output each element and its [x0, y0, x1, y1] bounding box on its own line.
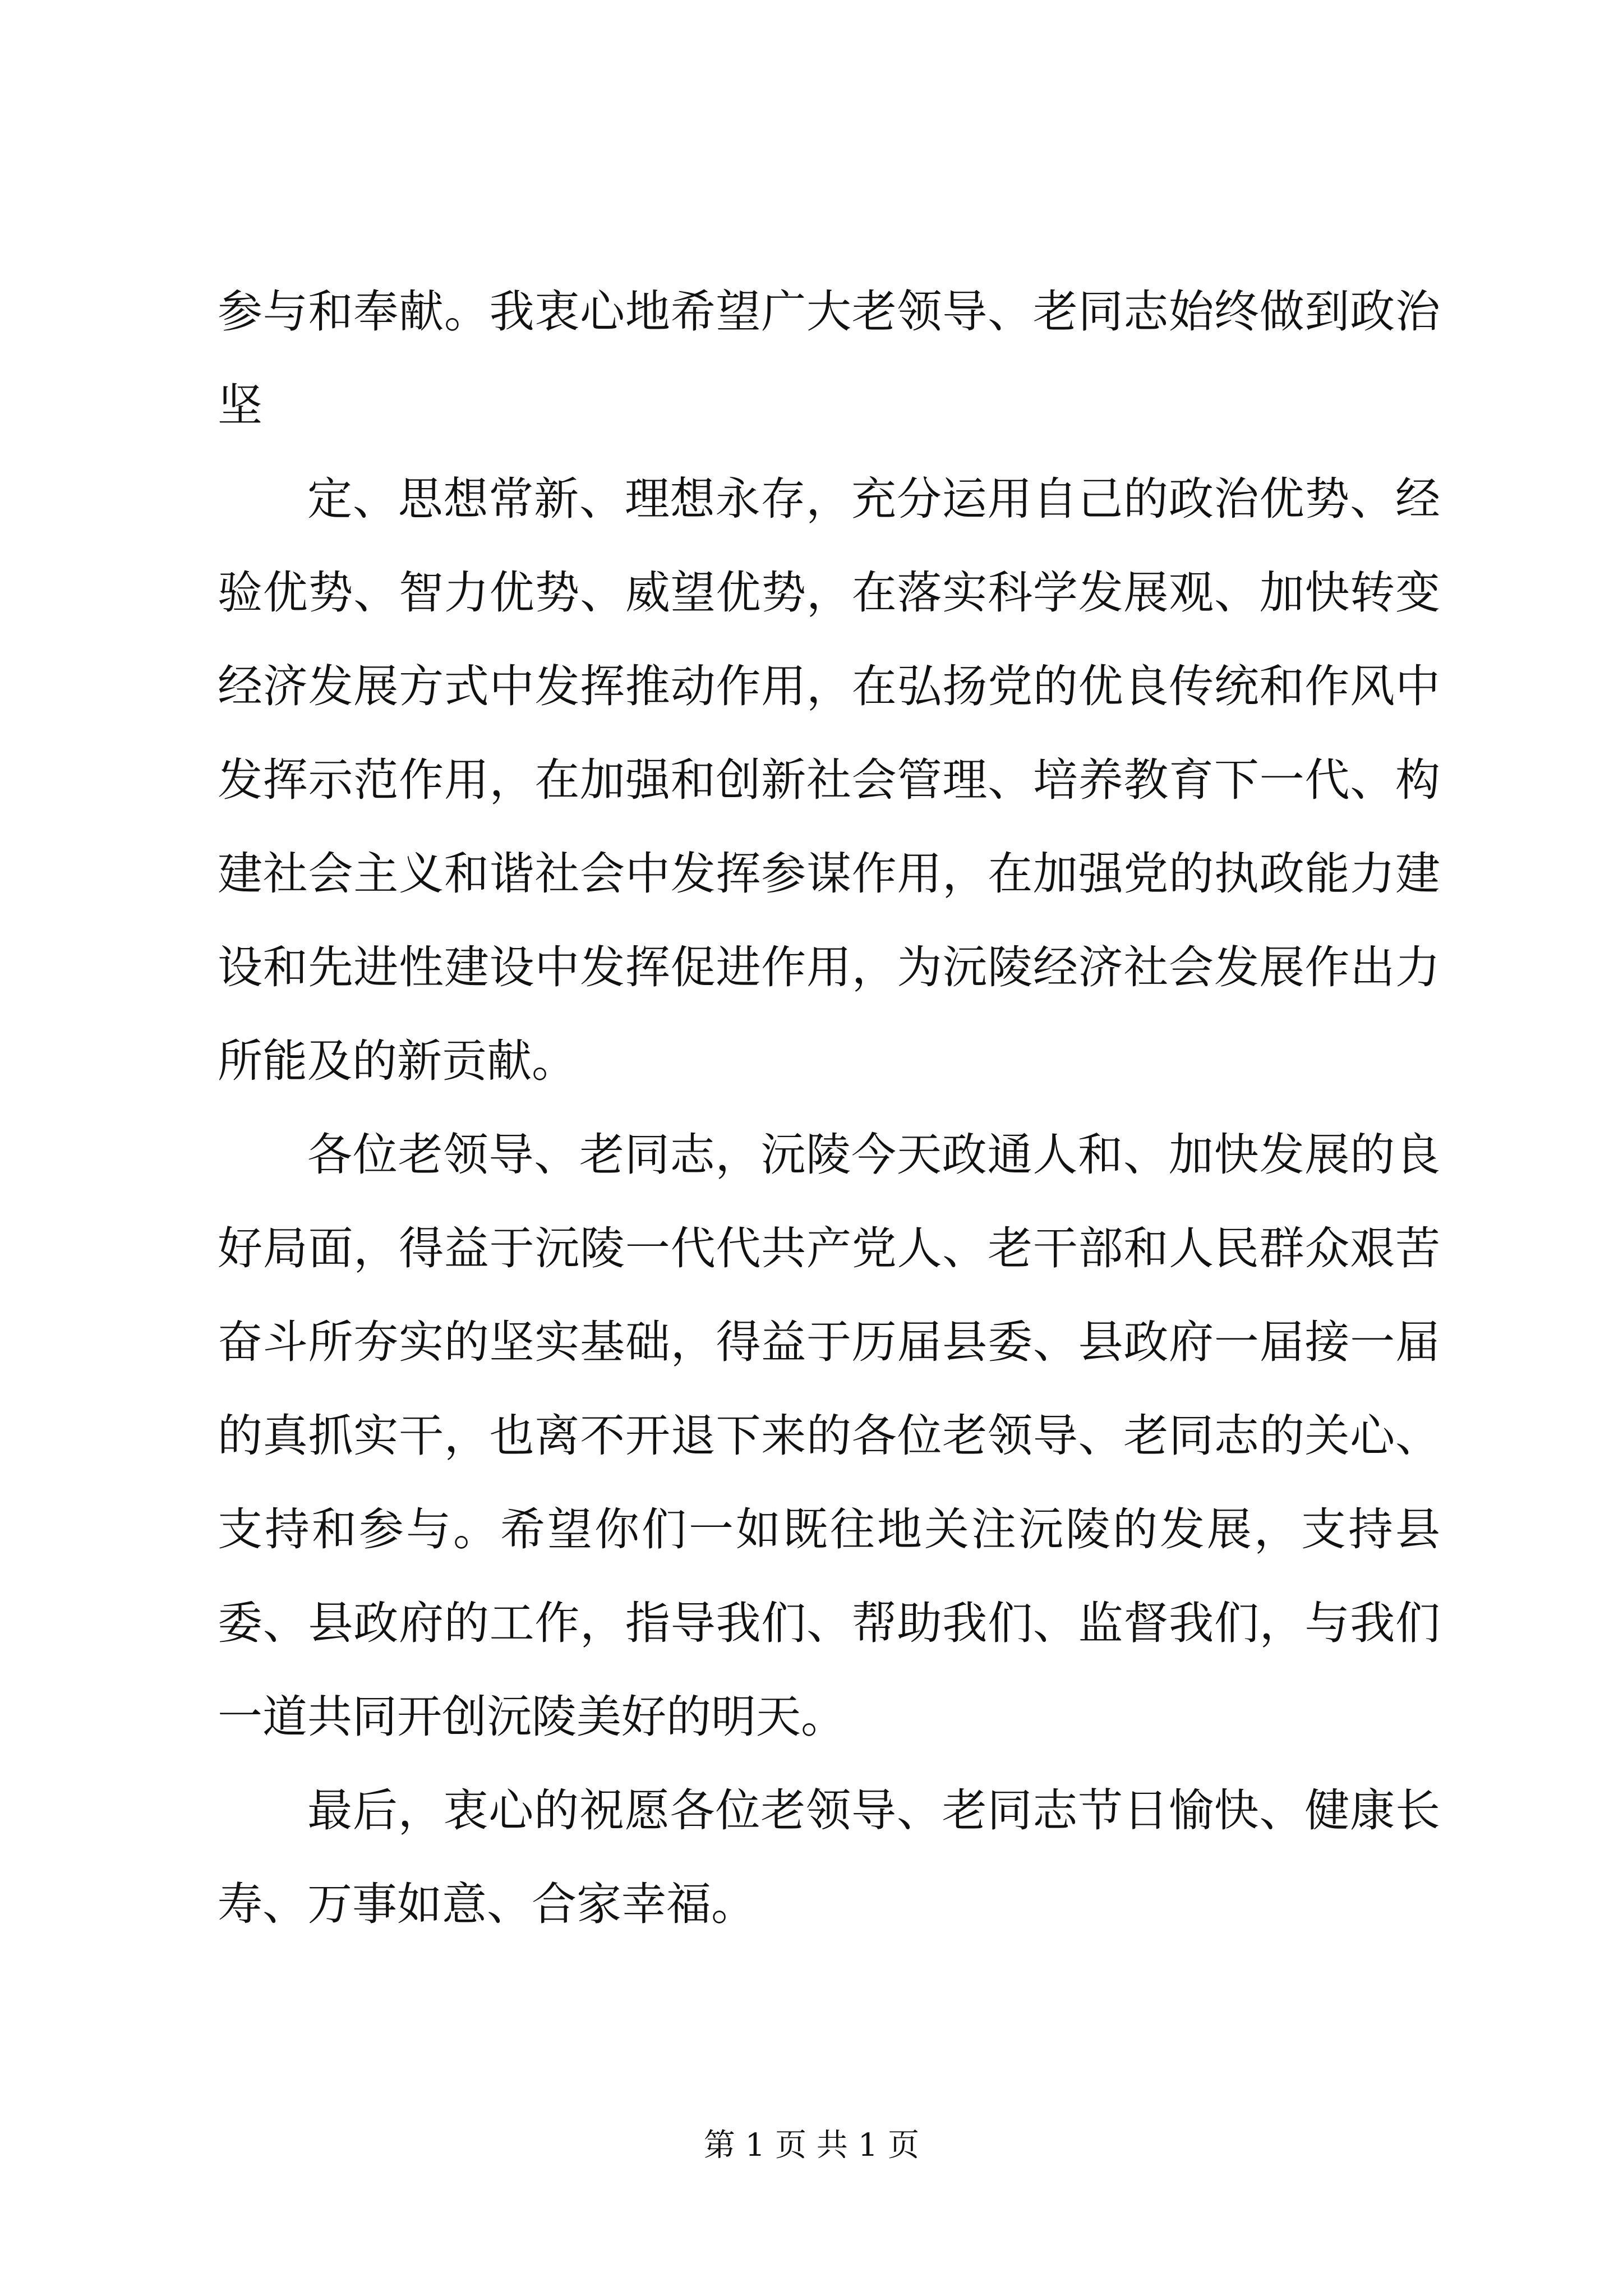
page-number-footer: 第 1 页 共 1 页	[703, 2127, 920, 2164]
document-body	[218, 265, 1440, 1951]
paragraph-3: 各位老领导、老同志，沅陵今天政通人和、加快发展的良好局面，得益于沅陵一代代共产党人、老干部和人民群众艰苦奋斗所夯实的坚实基础，得益于历届县委、县政府一届接一届的真抓实干，也离不开退下来的各位老领导、老同志的关心、支持和参与。希望你们一如既往地关注沅陵的发展，支持县委、县政府的工作，指导我们、帮助我们、监督我们，与我们一道共同开创沅陵美好的明天。	[218, 1129, 1440, 1743]
paragraph-4: 最后，衷心的祝愿各位老领导、老同志节日愉快、健康长寿、万事如意、合家幸福。	[218, 1784, 1440, 1930]
paragraph-1: 参与和奉献。我衷心地希望广大老领导、老同志始终做到政治坚	[218, 286, 1440, 431]
paragraph-2: 定、思想常新、理想永存，充分运用自己的政治优势、经验优势、智力优势、威望优势，在落实科学发展观、加快转变经济发展方式中发挥推动作用，在弘扬党的优良传统和作风中发挥示范作用，在加强和创新社会管理、培养教育下一代、构建社会主义和谐社会中发挥参谋作用，在加强党的执政能力建设和先进性建设中发挥促进作用，为沅陵经济社会发展作出力所能及的新贡献。	[218, 473, 1440, 1087]
